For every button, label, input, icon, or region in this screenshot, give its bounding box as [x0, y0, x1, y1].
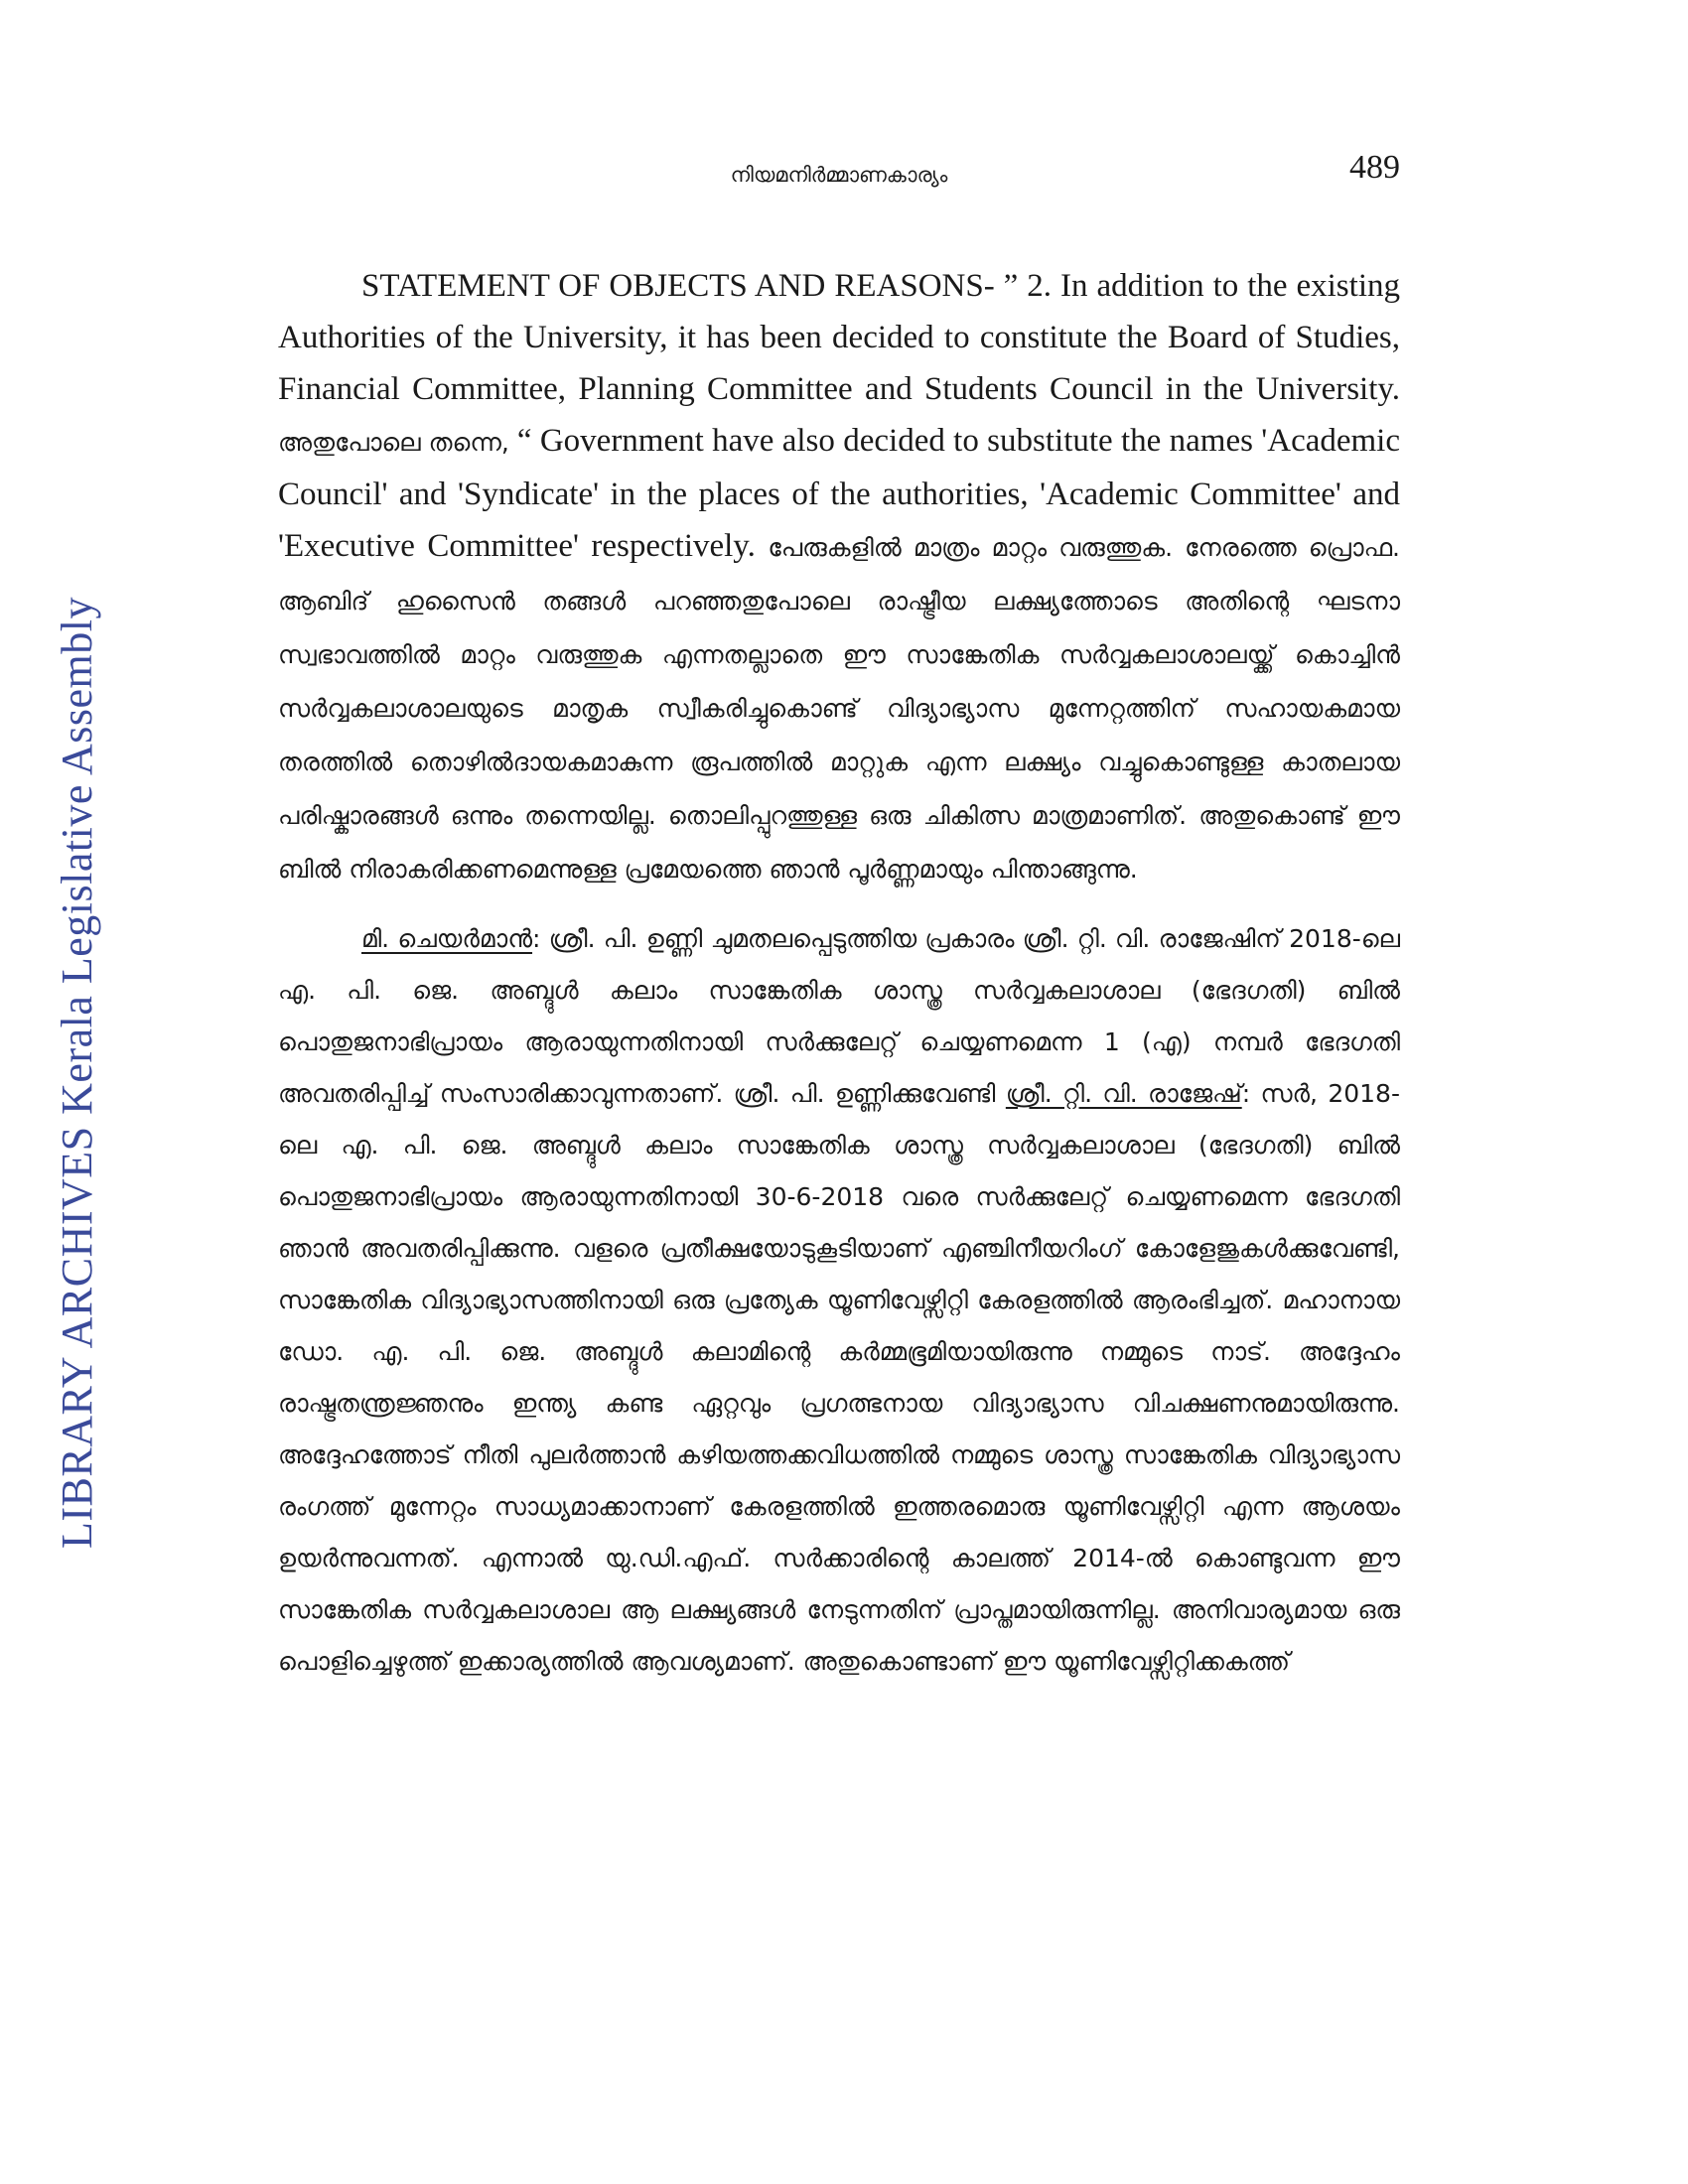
paragraph-chairman-speech — [278, 913, 1400, 1688]
archive-watermark: LIBRARY ARCHIVES Kerala Legislative Assembly — [53, 597, 101, 1549]
paragraph-statement-of-objects — [278, 260, 1400, 895]
speaker-rajesh: ശ്രീ. റ്റി. വി. രാജേഷ് — [1005, 1079, 1242, 1108]
chairman-text: : ശ്രീ. പി. ഉണ്ണി ചുമതലപ്പെടുത്തിയ പ്രകാരം ശ്രീ. റ്റി. വി. രാജേഷിന് 2018-ലെ എ. പി. ജെ. അബ്ദുൾ കലാം സാങ്കേതിക ശാസ്ത്ര സർവ്വകലാശാല (ഭേദഗതി) ബിൽ പൊതുജനാഭിപ്രായം ആരായുന്നതിനായി സർക്കുലേറ്റ് ചെയ്യണമെന്ന 1 (എ) നമ്പർ ഭേദഗതി അവതരിപ്പിച്ച് സംസാരിക്കാവുന്നതാണ്. ശ്രീ. പി. ഉണ്ണിക്കുവേണ്ടി — [278, 924, 1400, 1108]
page-header — [278, 149, 1400, 208]
running-head: നിയമനിർമ്മാണകാര്യം — [730, 163, 948, 187]
speaker-chairman: മി. ചെയർമാൻ — [361, 924, 533, 953]
statement-english-text: STATEMENT OF OBJECTS AND REASONS- ” 2. In addition to the existing Authorities of the University, it has been decided to constitute the Board of Studies, Financial Committee, Planning Committee and Students Council in the University. — [278, 268, 1400, 407]
page-number: 489 — [1349, 149, 1400, 186]
statement-malayalam-text: പേരുകളിൽ മാത്രം മാറ്റം വരുത്തുക. നേരത്തെ പ്രൊഫ. ആബിദ് ഹുസൈൻ തങ്ങൾ പറഞ്ഞതുപോലെ രാഷ്ട്രീയ ലക്ഷ്യത്തോടെ അതിന്റെ ഘടനാ സ്വഭാവത്തിൽ മാറ്റം വരുത്തുക എന്നതല്ലാതെ ഈ സാങ്കേതിക സർവ്വകലാശാലയ്ക്ക് കൊച്ചിൻ സർവ്വകലാശാലയുടെ മാതൃക സ്വീകരിച്ചുകൊണ്ട് വിദ്യാഭ്യാസ മുന്നേറ്റത്തിന് സഹായകമായ തരത്തിൽ തൊഴിൽദായകമാകുന്ന രൂപത്തിൽ മാറ്റുക എന്ന ലക്ഷ്യം വച്ചുകൊണ്ടുള്ള കാതലായ പരിഷ്കാരങ്ങൾ ഒന്നും തന്നെയില്ല. തൊലിപ്പുറത്തുള്ള ഒരു ചികിത്സ മാത്രമാണിത്. അതുകൊണ്ട് ഈ ബിൽ നിരാകരിക്കണമെന്നുള്ള പ്രമേയത്തെ ഞാൻ പൂർണ്ണമായും പിന്താങ്ങുന്നു. — [278, 533, 1400, 884]
statement-english-continued: “ Government have also decided to substitute the names 'Academic Council' and 'Syndicate' in the places of the authorities, 'Academic Committee' and 'Executive Committee' respectively. — [278, 423, 1400, 564]
malayalam-connector: അതുപോലെ തന്നെ, — [278, 428, 517, 457]
rajesh-text: : സർ, 2018-ലെ എ. പി. ജെ. അബ്ദുൾ കലാം സാങ്കേതിക ശാസ്ത്ര സർവ്വകലാശാല (ഭേദഗതി) ബിൽ പൊതുജനാഭിപ്രായം ആരായുന്നതിനായി 30-6-2018 വരെ സർക്കുലേറ്റ് ചെയ്യണമെന്ന ഭേദഗതി ഞാൻ അവതരിപ്പിക്കുന്നു. വളരെ പ്രതീക്ഷയോടുകൂടിയാണ് എഞ്ചിനീയറിംഗ് കോളേജുകൾക്കുവേണ്ടി, സാങ്കേതിക വിദ്യാഭ്യാസത്തിനായി ഒരു പ്രത്യേക യൂണിവേഴ്സിറ്റി കേരളത്തിൽ ആരംഭിച്ചത്. മഹാനായ ഡോ. എ. പി. ജെ. അബ്ദുൾ കലാമിന്റെ കർമ്മഭൂമിയായിരുന്നു നമ്മുടെ നാട്. അദ്ദേഹം രാഷ്ട്രതന്ത്രജ്ഞനും ഇന്ത്യ കണ്ട ഏറ്റവും പ്രഗത്ഭനായ വിദ്യാഭ്യാസ വിചക്ഷണനുമായിരുന്നു. അദ്ദേഹത്തോട് നീതി പുലർത്താൻ കഴിയത്തക്കവിധത്തിൽ നമ്മുടെ ശാസ്ത്ര സാങ്കേതിക വിദ്യാഭ്യാസ രംഗത്ത് മുന്നേറ്റം സാധ്യമാക്കാനാണ് കേരളത്തിൽ ഇത്തരമൊരു യൂണിവേഴ്സിറ്റി എന്ന ആശയം ഉയർന്നുവന്നത്. എന്നാൽ യു.ഡി.എഫ്. സർക്കാരിന്റെ കാലത്ത് 2014-ൽ കൊണ്ടുവന്ന ഈ സാങ്കേതിക സർവ്വകലാശാല ആ ലക്ഷ്യങ്ങൾ നേടുന്നതിന് പ്രാപ്തമായിരുന്നില്ല. അനിവാര്യമായ ഒരു പൊളിച്ചെഴുത്ത് ഇക്കാര്യത്തിൽ ആവശ്യമാണ്. അതുകൊണ്ടാണ് ഈ യൂണിവേഴ്സിറ്റിക്കകത്ത് — [278, 1079, 1400, 1676]
page-body — [278, 260, 1400, 1688]
